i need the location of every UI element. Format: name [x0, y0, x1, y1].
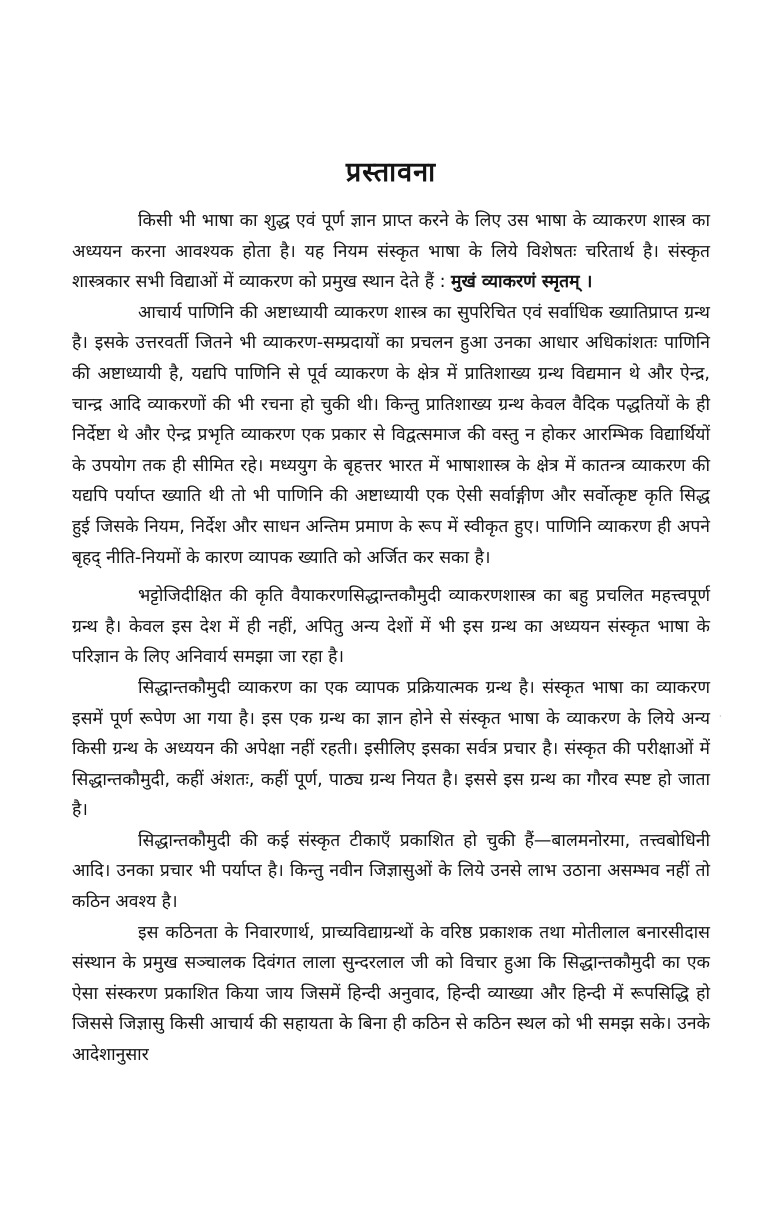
- page-title: प्रस्तावना: [345, 157, 437, 188]
- paragraph-1: [72, 206, 710, 298]
- sanskrit-quote: मुखं व्याकरणं स्मृतम् ।: [451, 272, 593, 293]
- paragraph-1-text: किसी भी भाषा का शुद्ध एवं पूर्ण ज्ञान प्राप्त करने के लिए उस भाषा के व्याकरण शास्त्र का अध्ययन करना आवश्यक होता है। यह नियम संस्कृत भाषा के लिये विशेषतः चरितार्थ है। संस्कृत शास्त्रकार सभी विद्याओं में व्याकरण को प्रमुख स्थान देते हैं :: [72, 211, 710, 293]
- paragraph-2: आचार्य पाणिनि की अष्टाध्यायी व्याकरण शास्त्र का सुपरिचित एवं सर्वाधिक ख्यातिप्राप्त ग्रन्थ है। इसके उत्तरवर्ती जितने भी व्याकरण-सम्प्रदायों का प्रचलन हुआ उनका आधार अधिकांशतः पाणिनि की अष्टाध्यायी है, यद्यपि पाणिनि से पूर्व व्याकरण के क्षेत्र में प्रातिशाख्य ग्रन्थ विद्यमान थे और ऐन्द्र, चान्द्र आदि व्याकरणों की भी रचना हो चुकी थी। किन्तु प्रातिशाख्य ग्रन्थ केवल वैदिक पद्धतियों के ही निर्देष्टा थे और ऐन्द्र प्रभृति व्याकरण एक प्रकार से विद्वत्समाज की वस्तु न होकर आरम्भिक विद्यार्थियों के उपयोग तक ही सीमित रहे। मध्ययुग के बृहत्तर भारत में भाषाशास्त्र के क्षेत्र में कातन्त्र व्याकरण की यद्यपि पर्याप्त ख्याति थी तो भी पाणिनि की अष्टाध्यायी एक ऐसी सर्वाङ्गीण और सर्वोत्कृष्ट कृति सिद्ध हुई जिसके नियम, निर्देश और साधन अन्तिम प्रमाण के रूप में स्वीकृत हुए। पाणिनि व्याकरण ही अपने बृहद् नीति-नियमों के कारण व्यापक ख्याति को अर्जित कर सका है।: [72, 302, 710, 568]
- paragraph-3: भट्टोजिदीक्षित की कृति वैयाकरणसिद्धान्तकौमुदी व्याकरणशास्त्र का बहु प्रचलित महत्त्वपूर्ण ग्रन्थ है। केवल इस देश में ही नहीं, अपितु अन्य देशों में भी इस ग्रन्थ का अध्ययन संस्कृत भाषा के परिज्ञान के लिए अनिवार्य समझा जा रहा है।: [72, 586, 710, 668]
- paragraph-5: सिद्धान्तकौमुदी की कई संस्कृत टीकाएँ प्रकाशित हो चुकी हैं—बालमनोरमा, तत्त्वबोधिनी आदि। उनका प्रचार भी पर्याप्त है। किन्तु नवीन जिज्ञासुओं के लिये उनसे लाभ उठाना असम्भव नहीं तो कठिन अवश्य है।: [72, 830, 710, 913]
- scan-speck: ·: [719, 712, 722, 721]
- paragraph-6: इस कठिनता के निवारणार्थ, प्राच्यविद्याग्रन्थों के वरिष्ठ प्रकाशक तथा मोतीलाल बनारसीदास संस्थान के प्रमुख सञ्चालक दिवंगत लाला सुन्दरलाल जी को विचार हुआ कि सिद्धान्तकौमुदी का एक ऐसा संस्करण प्रकाशित किया जाय जिसमें हिन्दी अनुवाद, हिन्दी व्याख्या और हिन्दी में रूपसिद्धि हो जिससे जिज्ञासु किसी आचार्य की सहायता के बिना ही कठिन से कठिन स्थल को भी समझ सके। उनके आदेशानुसार: [72, 922, 710, 1066]
- preface-body: [72, 206, 710, 1071]
- paragraph-4: सिद्धान्तकौमुदी व्याकरण का एक व्यापक प्रक्रियात्मक ग्रन्थ है। संस्कृत भाषा का व्याकरण इसमें पूर्ण रूपेण आ गया है। इस एक ग्रन्थ का ज्ञान होने से संस्कृत भाषा के व्याकरण के लिये अन्य किसी ग्रन्थ के अध्ययन की अपेक्षा नहीं रहती। इसीलिए इसका सर्वत्र प्रचार है। संस्कृत की परीक्षाओं में सिद्धान्तकौमुदी, कहीं अंशतः, कहीं पूर्ण, पाठ्य ग्रन्थ नियत है। इससे इस ग्रन्थ का गौरव स्पष्ट हो जाता है।: [72, 677, 710, 821]
